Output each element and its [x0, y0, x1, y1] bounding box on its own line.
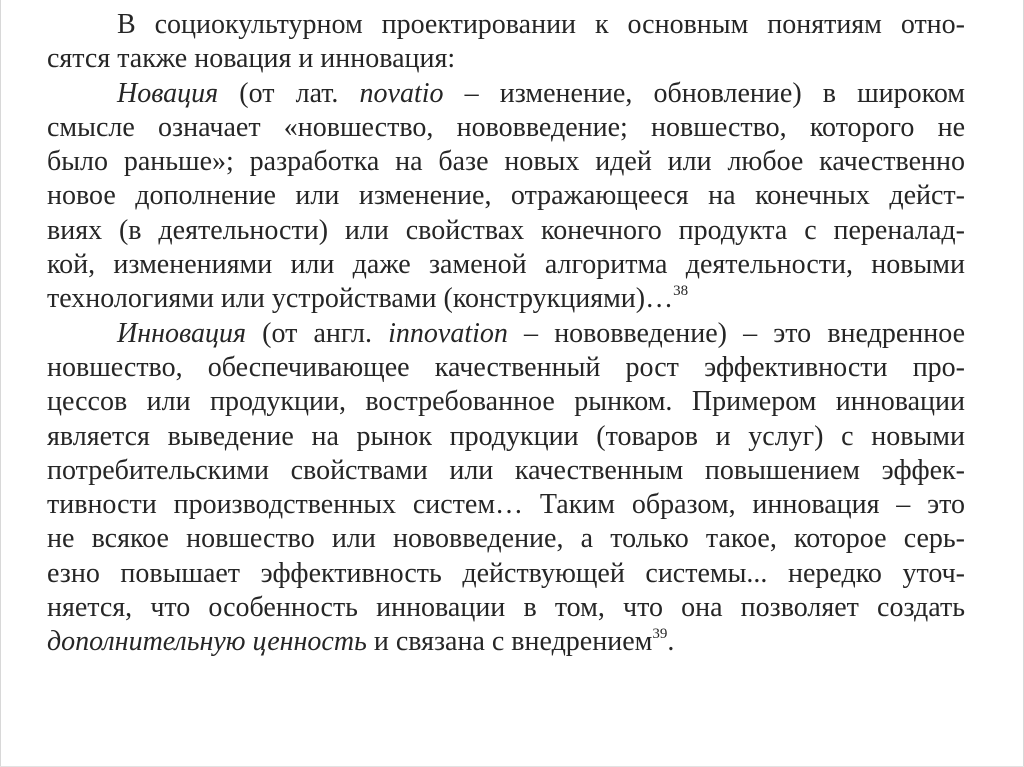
document-text — [47, 8, 965, 660]
english-word: innovation — [388, 317, 508, 349]
term-novation: Новация — [117, 77, 219, 109]
paragraph-3-line-10 — [47, 625, 965, 659]
paragraph-3-line-3: цессов или продукции, востребованное рынком. Примером инновации — [47, 386, 965, 418]
paragraph-3-line-1-part-b: – нововведение) – это внедренное — [507, 317, 965, 349]
paragraph-2-line-1-part-a: (от лат. — [218, 77, 360, 109]
paragraph-2-line-7-text: технологиями или устройствами (конструкциями)… — [47, 283, 674, 315]
footnote-38: 38 — [673, 283, 689, 300]
paragraph-1-line-1: В социокультурном проектировании к основным понятиям отно- — [117, 9, 965, 40]
paragraph-3-line-6: тивности производственных систем… Таким образом, инновация – это — [47, 489, 965, 521]
paragraph-1-line-2: сятся также новация и инновация: — [47, 43, 456, 75]
paragraph-2-line-1-part-b: – изменение, обновление) в широком — [443, 77, 965, 109]
paragraph-3-line-1 — [47, 317, 965, 351]
paragraph-3-line-9: няется, что особенность инновации в том, что она позволяет создать — [47, 592, 965, 624]
paragraph-2-line-5: виях (в деятельности) или свойствах конечного продукта с переналад- — [47, 214, 965, 246]
paragraph-2-line-7 — [47, 282, 965, 316]
paragraph-2-line-6: кой, изменениями или даже заменой алгоритма деятельности, новыми — [47, 249, 965, 281]
paragraph-3-line-2: новшество, обеспечивающее качественный рост эффективности про- — [47, 351, 965, 383]
page-border-left — [0, 0, 1, 767]
paragraph-3-line-8: езно повышает эффективность действующей системы... нередко уточ- — [47, 557, 965, 589]
paragraph-3-line-4: является выведение на рынок продукции (товаров и услуг) с новыми — [47, 420, 965, 452]
paragraph-3-line-10-end: . — [667, 626, 675, 658]
paragraph-2-line-1 — [47, 77, 965, 111]
paragraph-3-line-7: не всякое новшество или нововведение, а только такое, которое серь- — [47, 523, 965, 555]
paragraph-2-line-2: смысле означает «новшество, нововведение; новшество, которого не — [47, 111, 965, 143]
paragraph-3-line-10-part-b: и связана с внедрением — [366, 626, 653, 658]
paragraph-3-line-5: потребительскими свойствами или качественным повышением эффек- — [47, 454, 965, 486]
term-innovation: Инновация — [117, 317, 246, 349]
paragraph-2-line-4: новое дополнение или изменение, отражающееся на конечных дейст- — [47, 180, 965, 212]
paragraph-2-line-3: было раньше»; разработка на базе новых идей или любое качественно — [47, 146, 965, 178]
latin-word: novatio — [359, 77, 444, 109]
italic-phrase-additional-value: дополнительную ценность — [47, 626, 367, 658]
footnote-39: 39 — [652, 626, 668, 643]
paragraph-3-line-1-part-a: (от англ. — [245, 317, 389, 349]
